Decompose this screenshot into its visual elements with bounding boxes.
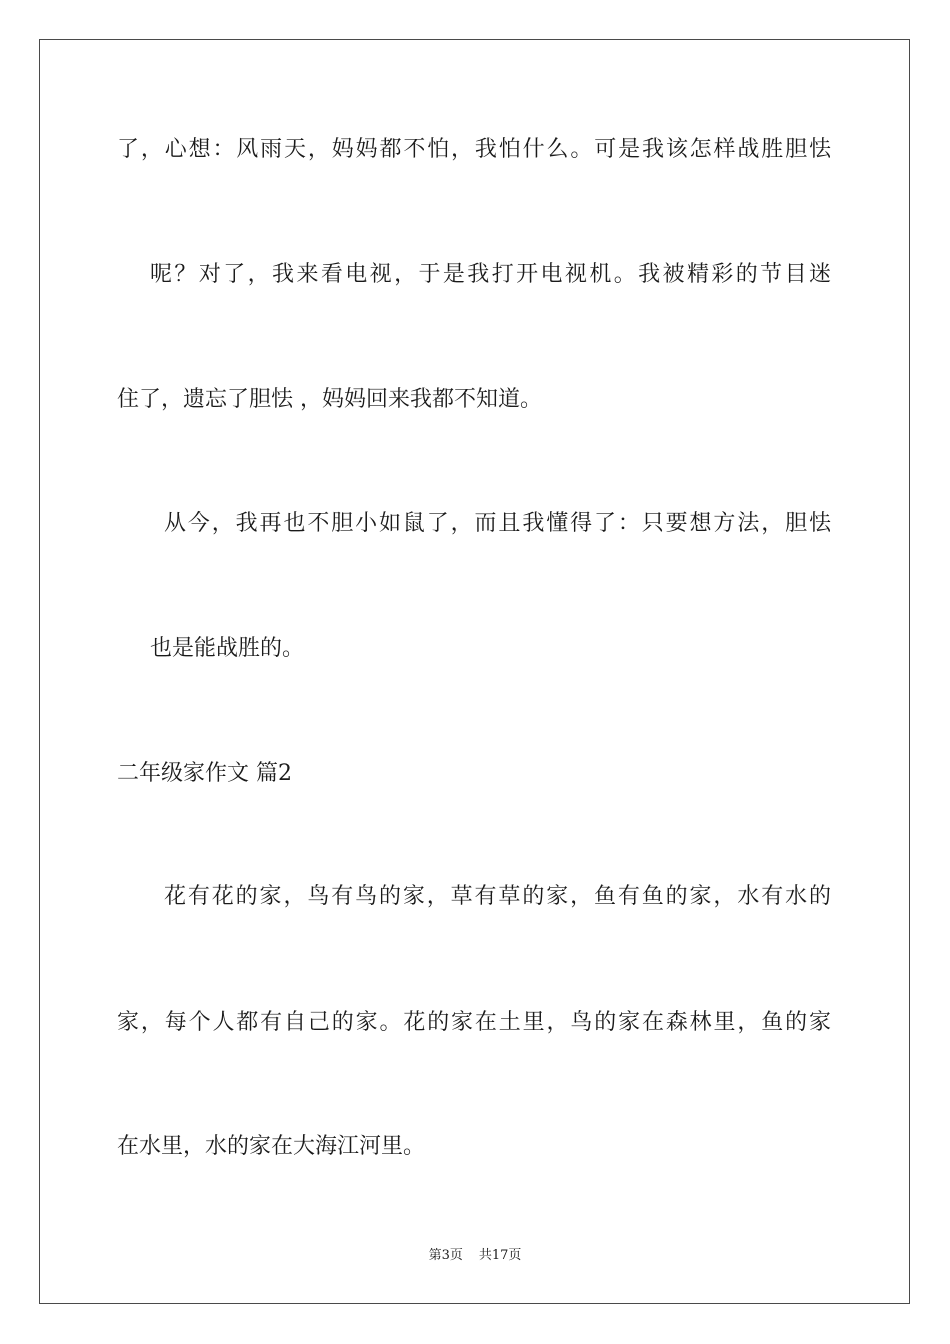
body-line: 从今，我再也不胆小如鼠了，而且我懂得了：只要想方法，胆怯 [164,511,831,536]
section-heading: 二年级家作文 篇2 [117,761,292,786]
page-total: 共17页 [478,1248,522,1263]
body-line: 花有花的家，鸟有鸟的家，草有草的家，鱼有鱼的家，水有水的 [164,884,831,909]
body-line: 住了，遗忘了胆怯 ，妈妈回来我都不知道。 [117,387,542,412]
body-line: 也是能战胜的。 [150,636,305,661]
body-line: 家，每个人都有自己的家。花的家在土里，鸟的家在森林里，鱼的家 [117,1010,831,1035]
body-line: 了，心想：风雨天，妈妈都不怕，我怕什么。可是我该怎样战胜胆怯 [117,137,831,162]
page-frame [39,39,910,1304]
page-number: 第3页 [428,1248,463,1263]
page-footer [0,1246,950,1266]
body-line: 在水里，水的家在大海江河里。 [117,1134,426,1159]
body-line: 呢？对了，我来看电视，于是我打开电视机。我被精彩的节目迷 [150,262,831,287]
